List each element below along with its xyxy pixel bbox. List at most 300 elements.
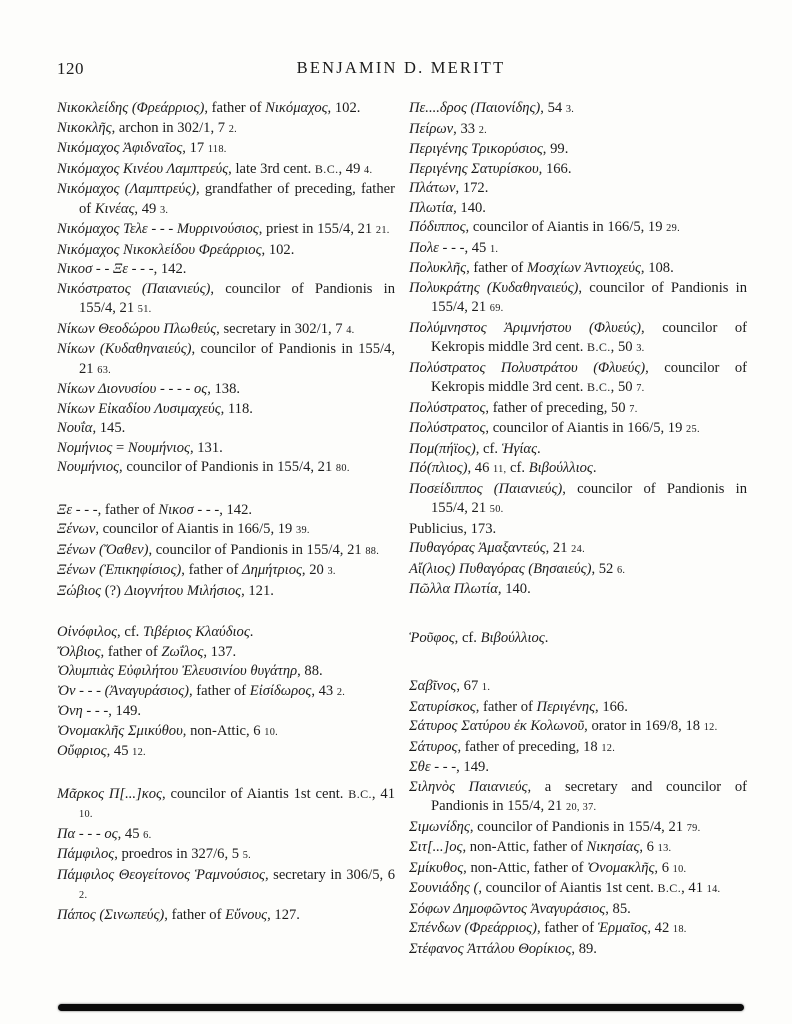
roman-text: 12. — [601, 742, 616, 754]
roman-text: 18. — [672, 924, 687, 935]
roman-text: , 50 — [610, 379, 637, 395]
greek-text: Σμίκυθος — [409, 859, 464, 876]
roman-text: 13. — [657, 843, 672, 854]
roman-text: 20, 37. — [566, 802, 597, 813]
index-entry — [409, 838, 747, 859]
greek-text: Νικόμαχος Κινέου Λαμπτρεύς — [57, 160, 229, 177]
greek-text: Πολε - - - — [409, 239, 465, 256]
index-entry — [57, 260, 395, 280]
index-entry — [409, 480, 747, 520]
roman-text: , priest in 155/4, 21 — [258, 221, 376, 237]
greek-text: Σόφων Δημοφῶντος Ἀναγυράσιος — [409, 900, 606, 917]
greek-text: Νικόμαχος Ἀφιδναῖος — [57, 140, 183, 156]
index-entry — [409, 859, 747, 880]
index-entry — [57, 722, 395, 743]
roman-text: 10. — [264, 726, 279, 738]
roman-text: , councilor of Pandionis in 155/4, 21 — [79, 280, 395, 316]
greek-text: Μᾶρκος Π[...]κος — [57, 785, 162, 802]
index-entry — [57, 785, 395, 825]
index-entry — [57, 160, 395, 181]
index-entry — [409, 199, 747, 219]
roman-text: 39. — [296, 525, 310, 536]
roman-text: , 149. — [108, 703, 142, 719]
roman-text: , councilor of Aiantis in 166/5, 19 — [465, 219, 667, 235]
roman-text: , non-Attic, father of — [463, 859, 588, 876]
roman-text: . — [592, 460, 597, 476]
roman-text: , father of — [97, 501, 159, 518]
greek-text: Δημήτριος — [242, 562, 302, 578]
roman-text: , 45 — [117, 825, 144, 842]
greek-text: Μοσχίων Ἀντιοχεύς — [526, 260, 641, 276]
roman-text: 7. — [636, 383, 645, 394]
greek-text: Πάμφιλος — [57, 846, 115, 862]
index-entry — [409, 140, 747, 160]
roman-text: Publicius, 173. — [409, 520, 497, 537]
roman-text: , 121. — [241, 582, 274, 599]
greek-text: Ὀνομακλῆς — [587, 859, 655, 876]
greek-text: Νουμήνιος — [57, 459, 120, 475]
greek-text: Ὀνη - - - — [57, 703, 109, 719]
roman-text: , 166. — [595, 698, 628, 715]
index-entry — [57, 866, 395, 906]
greek-text: Πολύστρατος — [409, 399, 486, 416]
greek-text: Νίκων (Κυδαθηναιεύς) — [57, 341, 192, 357]
index-entry — [409, 919, 747, 940]
greek-text: Ξένων — [57, 521, 96, 537]
roman-text: , 41 — [371, 785, 395, 802]
roman-text: , late 3rd cent. — [228, 160, 315, 177]
greek-text: Ἡγίας — [501, 440, 538, 457]
index-entry — [409, 520, 747, 540]
greek-text: Περιγένης Σατυρίσκου — [409, 160, 539, 177]
greek-text: Σιληνὸς Παιανιεύς — [409, 778, 528, 795]
roman-text: 2. — [228, 123, 238, 135]
index-entry — [57, 742, 395, 763]
roman-text: , councilor of Pandionis in 155/4, 21 — [148, 541, 366, 558]
greek-text: Τιβέριος Κλαύδιος — [142, 624, 250, 640]
greek-text: Διογνήτου Μιλήσιος — [124, 582, 242, 599]
greek-text: Νικόμαχος — [265, 100, 328, 116]
greek-text: Πείρων — [409, 120, 454, 137]
roman-text: , 41 — [681, 880, 707, 896]
greek-text: Αἴ(λιος) Πυθαγόρας (Βησαιεύς) — [409, 560, 592, 577]
greek-text: Εὔνους — [225, 906, 268, 923]
roman-text: 12. — [703, 722, 718, 733]
greek-text: Πλάτων — [409, 180, 456, 196]
roman-text: B.C. — [348, 786, 372, 801]
roman-text: , 140. — [453, 199, 486, 216]
roman-text: , father of — [466, 260, 527, 276]
roman-text: B.C. — [657, 881, 682, 895]
index-entry — [57, 119, 395, 140]
index-entry — [409, 717, 747, 738]
greek-text: Σιμωνίδης — [409, 818, 470, 835]
roman-text: , 67 — [456, 678, 482, 694]
roman-text: , 46 — [467, 460, 494, 476]
index-section — [409, 629, 747, 649]
index-entry — [409, 778, 747, 818]
roman-text: , cf. — [475, 440, 502, 457]
index-entry — [57, 320, 395, 341]
index-entry — [57, 501, 395, 521]
roman-text: 5. — [242, 850, 252, 861]
greek-text: Νομήνιος — [57, 439, 113, 456]
roman-text: , father of — [100, 643, 162, 660]
roman-text: , father of — [204, 100, 266, 116]
page-header — [57, 58, 745, 80]
roman-text: , 52 — [591, 560, 617, 577]
roman-text: , 50 — [610, 339, 637, 355]
index-entry — [57, 561, 395, 582]
roman-text: 2. — [336, 686, 346, 698]
roman-text: 24. — [571, 544, 585, 555]
index-entry — [57, 241, 395, 261]
roman-text: , councilor of Pandionis in 155/4, 21 — [79, 341, 395, 377]
roman-text: , secretary in 302/1, 7 — [216, 320, 347, 337]
index-entry — [57, 400, 395, 420]
roman-text: cf. — [506, 460, 529, 476]
page-number: 120 — [57, 59, 84, 78]
index-entry — [57, 340, 395, 380]
roman-text: , councilor of Pandionis in 155/4, 21 — [431, 480, 748, 516]
greek-text: Νικόμαχος (Λαμπτρεύς) — [57, 181, 197, 197]
roman-text: 3. — [159, 204, 169, 216]
index-entry — [57, 643, 395, 663]
roman-text: , non-Attic, 6 — [182, 722, 265, 739]
index-entry — [57, 180, 395, 220]
roman-text: , 54 — [540, 100, 566, 116]
greek-text: Νικησίας — [586, 839, 640, 855]
roman-text: , 6 — [639, 839, 658, 855]
roman-text: , father of — [475, 698, 537, 715]
roman-text: 1. — [489, 243, 499, 255]
index-entry — [409, 459, 747, 480]
roman-text: , 149. — [456, 759, 489, 775]
index-entry — [409, 539, 747, 560]
roman-text: , 140. — [497, 581, 531, 597]
greek-text: Πα - - - ος — [57, 825, 118, 842]
greek-text: Ζωΐλος — [161, 643, 204, 660]
greek-text: Οὔφριος — [57, 743, 107, 759]
index-entry — [409, 580, 747, 600]
roman-text: , archon in 302/1, 7 — [111, 119, 229, 136]
roman-text: , 45 — [464, 239, 490, 256]
greek-text: Ῥοῦφος — [409, 629, 455, 646]
roman-text: , councilor of Pandionis in 155/4, 21 — [469, 818, 687, 835]
roman-text: , councilor of Aiantis in 166/5, 19 — [485, 420, 687, 436]
greek-text: Πολυκράτης (Κυδαθηναιεύς) — [409, 279, 579, 296]
roman-text: , father of preceding, 18 — [457, 738, 602, 755]
index-entry — [57, 220, 395, 241]
roman-text: 11, — [493, 464, 507, 475]
scan-edge-artifact — [58, 1004, 744, 1011]
index-entry — [409, 279, 747, 319]
roman-text: , 142. — [219, 501, 253, 518]
roman-text: 3. — [327, 566, 336, 577]
index-entry — [57, 906, 395, 926]
roman-text: , cf. — [454, 629, 481, 646]
index-entry — [57, 845, 395, 866]
roman-text: 88. — [365, 545, 380, 557]
index-entry — [57, 280, 395, 320]
greek-text: Πυθαγόρας Ἁμαξαντεύς — [409, 540, 546, 556]
greek-text: Σάτυρος — [409, 738, 458, 755]
roman-text: 2. — [79, 890, 88, 901]
greek-text: Στέφανος Ἀττάλου Θορίκιος — [409, 940, 572, 957]
greek-text: Πομ(πήϊος) — [409, 440, 476, 457]
greek-text: Ξένων (Ὄαθεν) — [57, 541, 149, 558]
index-entry — [57, 419, 395, 439]
roman-text: , 108. — [640, 260, 674, 276]
greek-text: Νικόμαχος Νικοκλείδου Φρεάρριος — [57, 241, 262, 258]
index-entry — [57, 139, 395, 160]
roman-text: 6. — [616, 564, 626, 576]
greek-text: Πολύστρατος — [409, 420, 486, 436]
index-entry — [409, 698, 747, 718]
running-head: BENJAMIN D. MERITT — [296, 58, 506, 77]
index-entry — [57, 99, 395, 119]
index-entry — [409, 900, 747, 920]
roman-text: , 142. — [153, 261, 187, 277]
greek-text: Πλωτία — [409, 199, 454, 216]
greek-text: Πάμφιλος Θεογείτονος Ῥαμνούσιος — [57, 866, 265, 883]
roman-text: , 49 — [134, 200, 160, 217]
roman-text: , father of — [164, 906, 226, 923]
roman-text: , a secretary and councilor of Pandionis in 155/4, 21 — [431, 778, 747, 814]
greek-text: Βιβούλλιος — [528, 460, 593, 476]
roman-text: , 131. — [189, 439, 223, 456]
greek-text: Πολυκλῆς — [409, 260, 467, 276]
roman-text: , 20 — [301, 562, 328, 578]
roman-text: , 33 — [453, 120, 479, 137]
greek-text: Νικόμαχος Τελε - - - Μυρρινούσιος — [57, 221, 259, 237]
index-section — [409, 99, 747, 600]
index-section — [57, 501, 395, 602]
index-entry — [409, 440, 747, 460]
roman-text: 79. — [686, 822, 701, 834]
index-entry — [57, 458, 395, 479]
roman-text: 6. — [143, 829, 152, 841]
index-entry — [409, 677, 747, 698]
roman-text: , councilor of Kekropis middle 3rd cent. — [431, 359, 747, 395]
roman-text: , 138. — [207, 381, 241, 397]
roman-text: , 127. — [267, 906, 300, 923]
index-entry — [409, 758, 747, 778]
greek-text: Πόδιππος — [409, 219, 466, 235]
index-section — [57, 785, 395, 926]
roman-text: . — [544, 629, 549, 646]
greek-text: Ὀν - - - (Ἀναγυράσιος) — [57, 682, 189, 699]
greek-text: Ἑρμαῖος — [597, 920, 648, 936]
index-section — [57, 99, 395, 479]
index-entry — [409, 940, 747, 960]
roman-text: 3. — [636, 343, 645, 354]
greek-text: Ξε - - - — [57, 501, 98, 518]
greek-text: Σπένδων (Φρεάρριος) — [409, 920, 537, 936]
roman-text: , father of — [536, 920, 598, 936]
roman-text: 51. — [137, 304, 152, 315]
roman-text: , 21 — [545, 540, 572, 556]
greek-text: Νίκων Θεοδώρου Πλωθεύς — [57, 320, 217, 337]
index-columns — [57, 99, 747, 959]
greek-text: Σθε - - - — [409, 759, 457, 775]
roman-text: , 45 — [106, 743, 133, 759]
roman-text: , 17 — [182, 140, 208, 156]
index-entry — [57, 520, 395, 541]
greek-text: Ποσείδιππος (Παιανιεύς) — [409, 480, 563, 497]
greek-text: Νίκων Εἰκαδίου Λυσιμαχεύς — [57, 400, 221, 417]
greek-text: Σάτυρος Σατύρου ἐκ Κολωνοῦ — [409, 718, 585, 734]
greek-text: Ὀνομακλῆς Σμικύθου — [57, 722, 183, 739]
greek-text: Νικοσ - - - — [158, 501, 220, 518]
roman-text: , 88. — [297, 663, 323, 679]
roman-text: B.C. — [587, 380, 611, 394]
roman-text: 3. — [565, 104, 575, 115]
roman-text: 80. — [335, 463, 350, 474]
roman-text: 50. — [489, 504, 504, 515]
greek-text: Οἰνόφιλος — [57, 624, 118, 640]
roman-text: , 137. — [203, 643, 237, 660]
index-entry — [409, 259, 747, 279]
index-entry — [57, 582, 395, 602]
roman-text: , orator in 169/8, 18 — [584, 718, 704, 734]
roman-text: , father of preceding, 50 — [485, 399, 630, 416]
greek-text: Εἰσίδωρος — [249, 682, 312, 699]
index-entry — [409, 818, 747, 839]
greek-text: Νουμήνιος — [127, 439, 190, 456]
index-section — [57, 623, 395, 763]
index-section — [409, 677, 747, 959]
greek-text: Ξώβιος — [57, 582, 102, 599]
index-entry — [57, 682, 395, 703]
roman-text: . — [537, 440, 541, 457]
roman-text: , proedros in 327/6, 5 — [114, 846, 243, 862]
index-entry — [409, 99, 747, 120]
roman-text: 4. — [364, 164, 373, 176]
greek-text: Νίκων Διονυσίου - - - - ος — [57, 381, 208, 397]
roman-text: , 99. — [542, 141, 569, 157]
roman-text: , 166. — [538, 160, 572, 177]
greek-text: Πε....δρος (Παιονίδης) — [409, 100, 541, 116]
roman-text: 21. — [375, 225, 390, 236]
index-column-left — [57, 99, 395, 959]
index-entry — [409, 399, 747, 420]
roman-text: 7. — [629, 403, 638, 415]
greek-text: Πολύστρατος Πολυστράτου (Φλυεύς) — [409, 359, 646, 376]
greek-text: Ὀλυμπιὰς Εὐφιλήτου Ἐλευσινίου θυγάτηρ — [57, 663, 298, 679]
roman-text: 12. — [132, 747, 146, 758]
index-entry — [409, 179, 747, 199]
greek-text: Πό(πλιος) — [409, 460, 468, 476]
greek-text: Νικοκλῆς — [57, 119, 112, 136]
roman-text: , secretary in 306/5, 6 — [264, 866, 395, 883]
index-entry — [57, 439, 395, 459]
greek-text: Πάπος (Σινωπεύς) — [57, 906, 165, 923]
greek-text: Νικόστρατος (Παιανιεύς) — [57, 280, 211, 297]
index-entry — [57, 623, 395, 643]
roman-text: , 42 — [647, 920, 673, 936]
roman-text: , councilor of Aiantis in 166/5, 19 — [95, 521, 296, 537]
roman-text: 10. — [672, 863, 687, 875]
roman-text: 2. — [478, 124, 488, 136]
roman-text: . — [249, 624, 254, 640]
roman-text: , 85. — [605, 900, 631, 917]
index-entry — [409, 629, 747, 649]
roman-text: 63. — [97, 364, 112, 376]
roman-text: , 6 — [654, 859, 673, 876]
greek-text: Σαβῖνος — [409, 678, 457, 694]
roman-text: 69. — [489, 303, 504, 314]
roman-text: , 102. — [327, 100, 361, 116]
roman-text: 10. — [79, 809, 93, 820]
roman-text: , non-Attic, father of — [462, 839, 587, 855]
roman-text: , 89. — [571, 940, 597, 957]
roman-text: , cf. — [117, 624, 143, 640]
index-entry — [57, 541, 395, 562]
greek-text: Νουΐα — [57, 420, 93, 436]
index-entry — [409, 419, 747, 440]
greek-text: Νικοσ - - Ξε - - - — [57, 261, 154, 277]
roman-text: , father of — [188, 682, 250, 699]
index-entry — [409, 560, 747, 581]
greek-text: Βιβούλλιος — [480, 629, 545, 646]
greek-text: Ὄλβιος — [57, 643, 101, 660]
roman-text: B.C. — [314, 161, 339, 176]
index-column-right — [409, 99, 747, 959]
index-entry — [409, 879, 747, 900]
index-entry — [57, 380, 395, 400]
greek-text: Πῶλλα Πλωτία — [409, 581, 498, 597]
roman-text: , councilor of Aiantis 1st cent. — [478, 880, 658, 896]
index-entry — [409, 359, 747, 399]
roman-text: , councilor of Pandionis in 155/4, 21 — [119, 459, 336, 475]
roman-text: , 49 — [338, 160, 365, 177]
index-entry — [57, 825, 395, 846]
index-entry — [409, 218, 747, 239]
index-entry — [409, 239, 747, 260]
roman-text: 4. — [346, 324, 355, 336]
greek-text: Ξένων (Ἐπικηφίσιος) — [57, 562, 182, 578]
roman-text: 29. — [666, 223, 680, 234]
roman-text: (?) — [101, 582, 125, 599]
roman-text: , 145. — [92, 420, 126, 436]
greek-text: Νικοκλείδης (Φρεάρριος) — [57, 100, 205, 116]
roman-text: , 172. — [455, 180, 489, 196]
index-entry — [409, 120, 747, 141]
index-entry — [57, 662, 395, 682]
greek-text: Περιγένης Τρικορύσιος — [409, 141, 543, 157]
greek-text: Πολύμνηστος Ἀριμνήστου (Φλυεύς) — [409, 319, 642, 336]
index-entry — [409, 160, 747, 180]
roman-text: , councilor of Pandionis in 155/4, 21 — [431, 279, 747, 315]
roman-text: , grandfather of preceding, father of — [79, 181, 395, 217]
roman-text: , councilor of Kekropis middle 3rd cent. — [431, 319, 748, 355]
roman-text: , 102. — [261, 241, 295, 258]
roman-text: , 118. — [220, 400, 253, 417]
roman-text: = — [112, 439, 128, 456]
roman-text: 118. — [207, 144, 227, 155]
greek-text: Σουνιάδης ( — [409, 880, 479, 896]
index-entry — [57, 702, 395, 722]
greek-text: Σατυρίσκος — [409, 698, 476, 715]
roman-text: 25. — [686, 424, 700, 435]
roman-text: , 43 — [311, 682, 337, 699]
greek-text: Κινέας — [94, 200, 135, 217]
index-entry — [409, 319, 747, 359]
greek-text: Περιγένης — [536, 698, 596, 715]
roman-text: , father of — [181, 562, 243, 578]
roman-text: 14. — [706, 884, 721, 895]
